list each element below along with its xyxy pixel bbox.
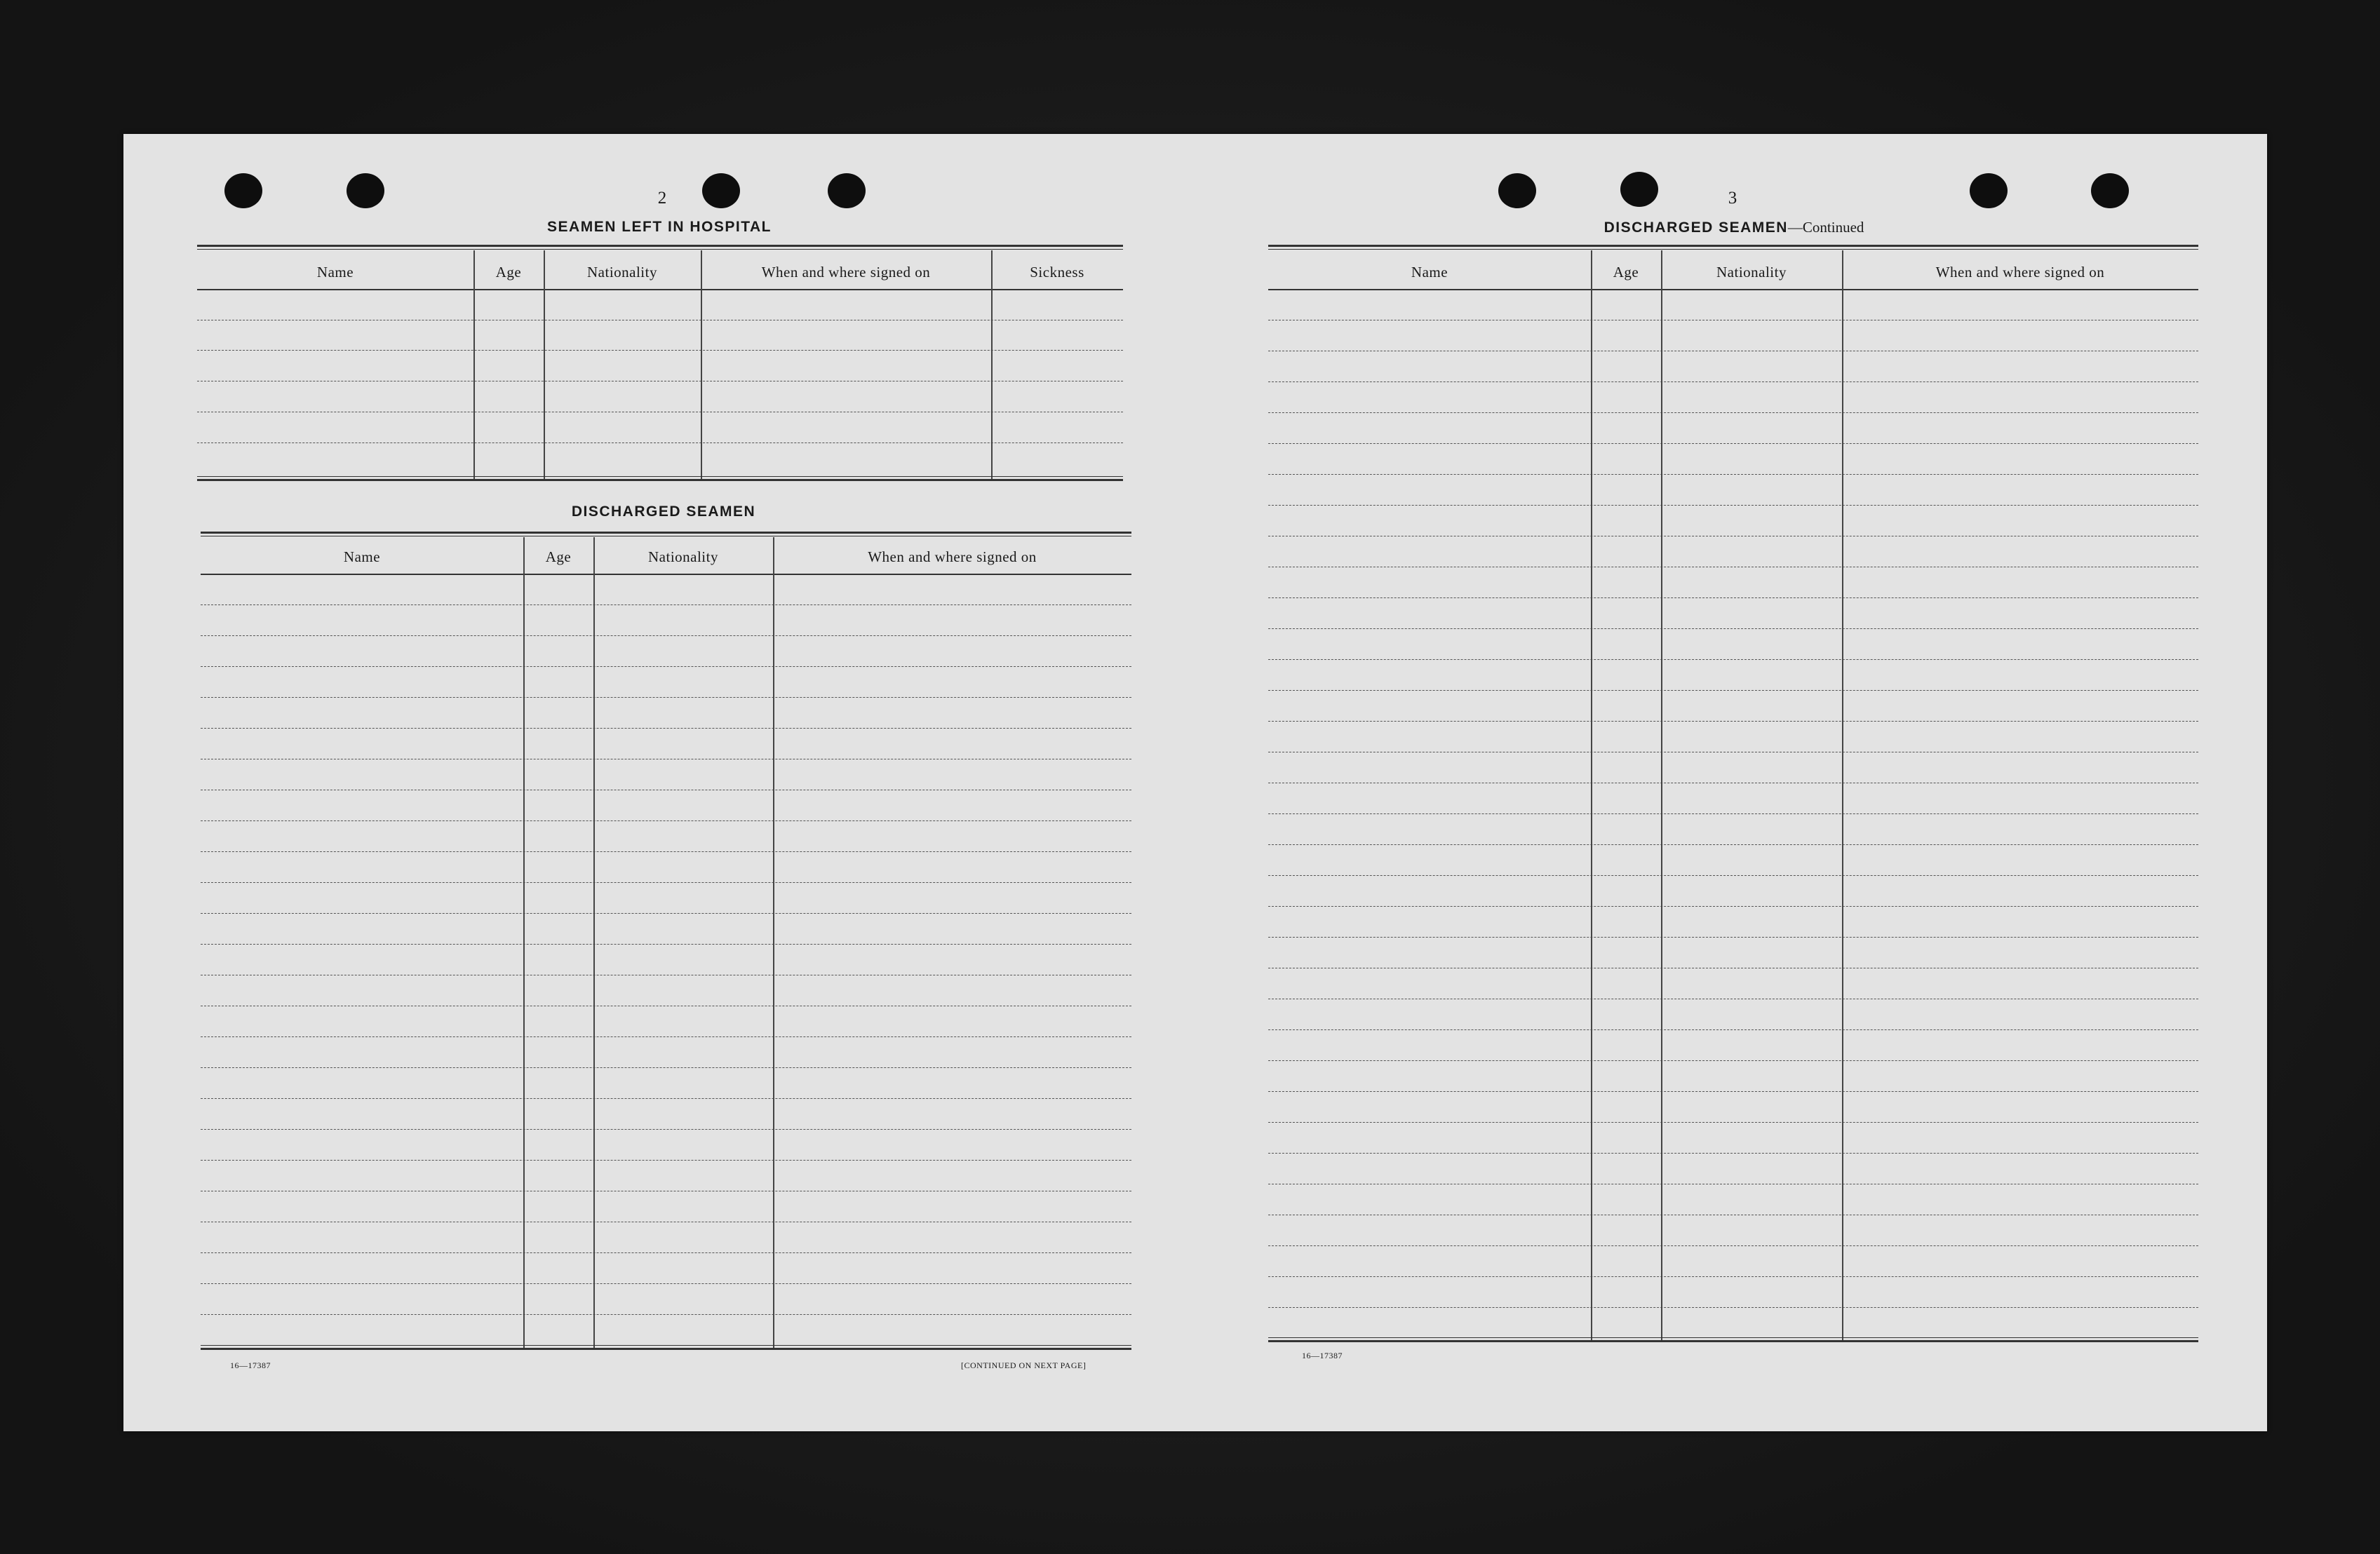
row-line <box>201 728 1131 729</box>
row-line <box>1268 381 2198 382</box>
hospital-table <box>197 245 1123 480</box>
discharged-section-title: DISCHARGED SEAMEN <box>571 504 756 520</box>
column-header: Name <box>1411 264 1448 281</box>
header-rule <box>201 574 1131 575</box>
column-divider <box>544 250 545 479</box>
punch-hole <box>1970 173 2008 208</box>
row-line <box>1268 1276 2198 1277</box>
row-line <box>1268 813 2198 814</box>
row-line <box>1268 1091 2198 1092</box>
row-line <box>201 666 1131 667</box>
row-line <box>1268 1153 2198 1154</box>
table-bottom-rule <box>201 1345 1131 1350</box>
column-divider <box>991 250 993 479</box>
row-line <box>1268 690 2198 691</box>
column-divider <box>473 250 475 479</box>
section-title-suffix: —Continued <box>1787 219 1864 236</box>
row-line <box>1268 659 2198 660</box>
column-header: Age <box>1613 264 1639 281</box>
discharged-continued-table <box>1268 245 2198 1346</box>
row-line <box>1268 474 2198 475</box>
section-title-text: DISCHARGED SEAMEN <box>1604 219 1788 236</box>
column-header: When and where signed on <box>868 548 1037 565</box>
header-rule <box>1268 289 2198 290</box>
punch-hole <box>1498 173 1536 208</box>
row-line <box>201 1252 1131 1253</box>
row-line <box>201 1098 1131 1099</box>
table-top-rule <box>197 245 1123 250</box>
form-sheet <box>123 134 2267 1431</box>
row-line <box>201 1283 1131 1284</box>
row-line <box>197 442 1123 443</box>
form-number: 16—17387 <box>1302 1351 1343 1360</box>
row-line <box>1268 1245 2198 1246</box>
column-header: Nationality <box>648 548 718 565</box>
table-top-rule <box>1268 245 2198 250</box>
punch-hole <box>224 173 262 208</box>
row-line <box>1268 844 2198 845</box>
row-line <box>1268 412 2198 413</box>
column-divider <box>523 537 525 1349</box>
left-page-number: 2 <box>657 189 667 208</box>
column-header: Name <box>343 548 381 565</box>
form-number: 16—17387 <box>230 1360 271 1370</box>
punch-hole <box>2091 173 2129 208</box>
discharged-table <box>201 532 1131 1352</box>
row-line <box>1268 875 2198 876</box>
column-header: When and where signed on <box>761 264 931 281</box>
column-header: Age <box>545 548 572 565</box>
table-top-rule <box>201 532 1131 536</box>
punch-hole <box>1620 172 1658 207</box>
column-divider <box>593 537 595 1349</box>
row-line <box>201 820 1131 821</box>
row-line <box>1268 906 2198 907</box>
row-line <box>1268 505 2198 506</box>
punch-hole <box>347 173 384 208</box>
row-line <box>201 882 1131 883</box>
row-line <box>1268 597 2198 598</box>
punch-hole <box>702 173 740 208</box>
table-bottom-rule <box>1268 1337 2198 1342</box>
row-line <box>1268 1122 2198 1123</box>
row-line <box>201 635 1131 636</box>
column-divider <box>701 250 702 479</box>
row-line <box>201 944 1131 945</box>
row-line <box>1268 721 2198 722</box>
row-line <box>201 851 1131 852</box>
discharged-continued-title <box>1270 219 2198 236</box>
column-header: Nationality <box>1716 264 1787 281</box>
column-header: Name <box>316 264 354 281</box>
row-line <box>1268 1029 2198 1030</box>
row-line <box>201 1036 1131 1037</box>
table-bottom-rule <box>197 476 1123 481</box>
punch-hole <box>828 173 866 208</box>
row-line <box>201 913 1131 914</box>
row-line <box>1268 443 2198 444</box>
column-header: When and where signed on <box>1935 264 2105 281</box>
column-divider <box>1591 250 1592 1342</box>
column-header: Age <box>495 264 522 281</box>
row-line <box>197 350 1123 351</box>
row-line <box>1268 1307 2198 1308</box>
row-line <box>201 1314 1131 1315</box>
row-line <box>201 1067 1131 1068</box>
hospital-section-title: SEAMEN LEFT IN HOSPITAL <box>547 219 772 235</box>
row-line <box>201 1160 1131 1161</box>
row-line <box>201 697 1131 698</box>
row-line <box>201 1129 1131 1130</box>
row-line <box>1268 937 2198 938</box>
continued-note: [CONTINUED ON NEXT PAGE] <box>961 1360 1087 1370</box>
column-divider <box>1661 250 1662 1342</box>
right-page-number: 3 <box>1728 189 1737 208</box>
row-line <box>201 604 1131 605</box>
column-divider <box>773 537 774 1349</box>
header-rule <box>197 289 1123 290</box>
row-line <box>1268 1060 2198 1061</box>
row-line <box>1268 628 2198 629</box>
column-header: Sickness <box>1030 264 1084 281</box>
column-header: Nationality <box>587 264 657 281</box>
column-divider <box>1842 250 1843 1342</box>
